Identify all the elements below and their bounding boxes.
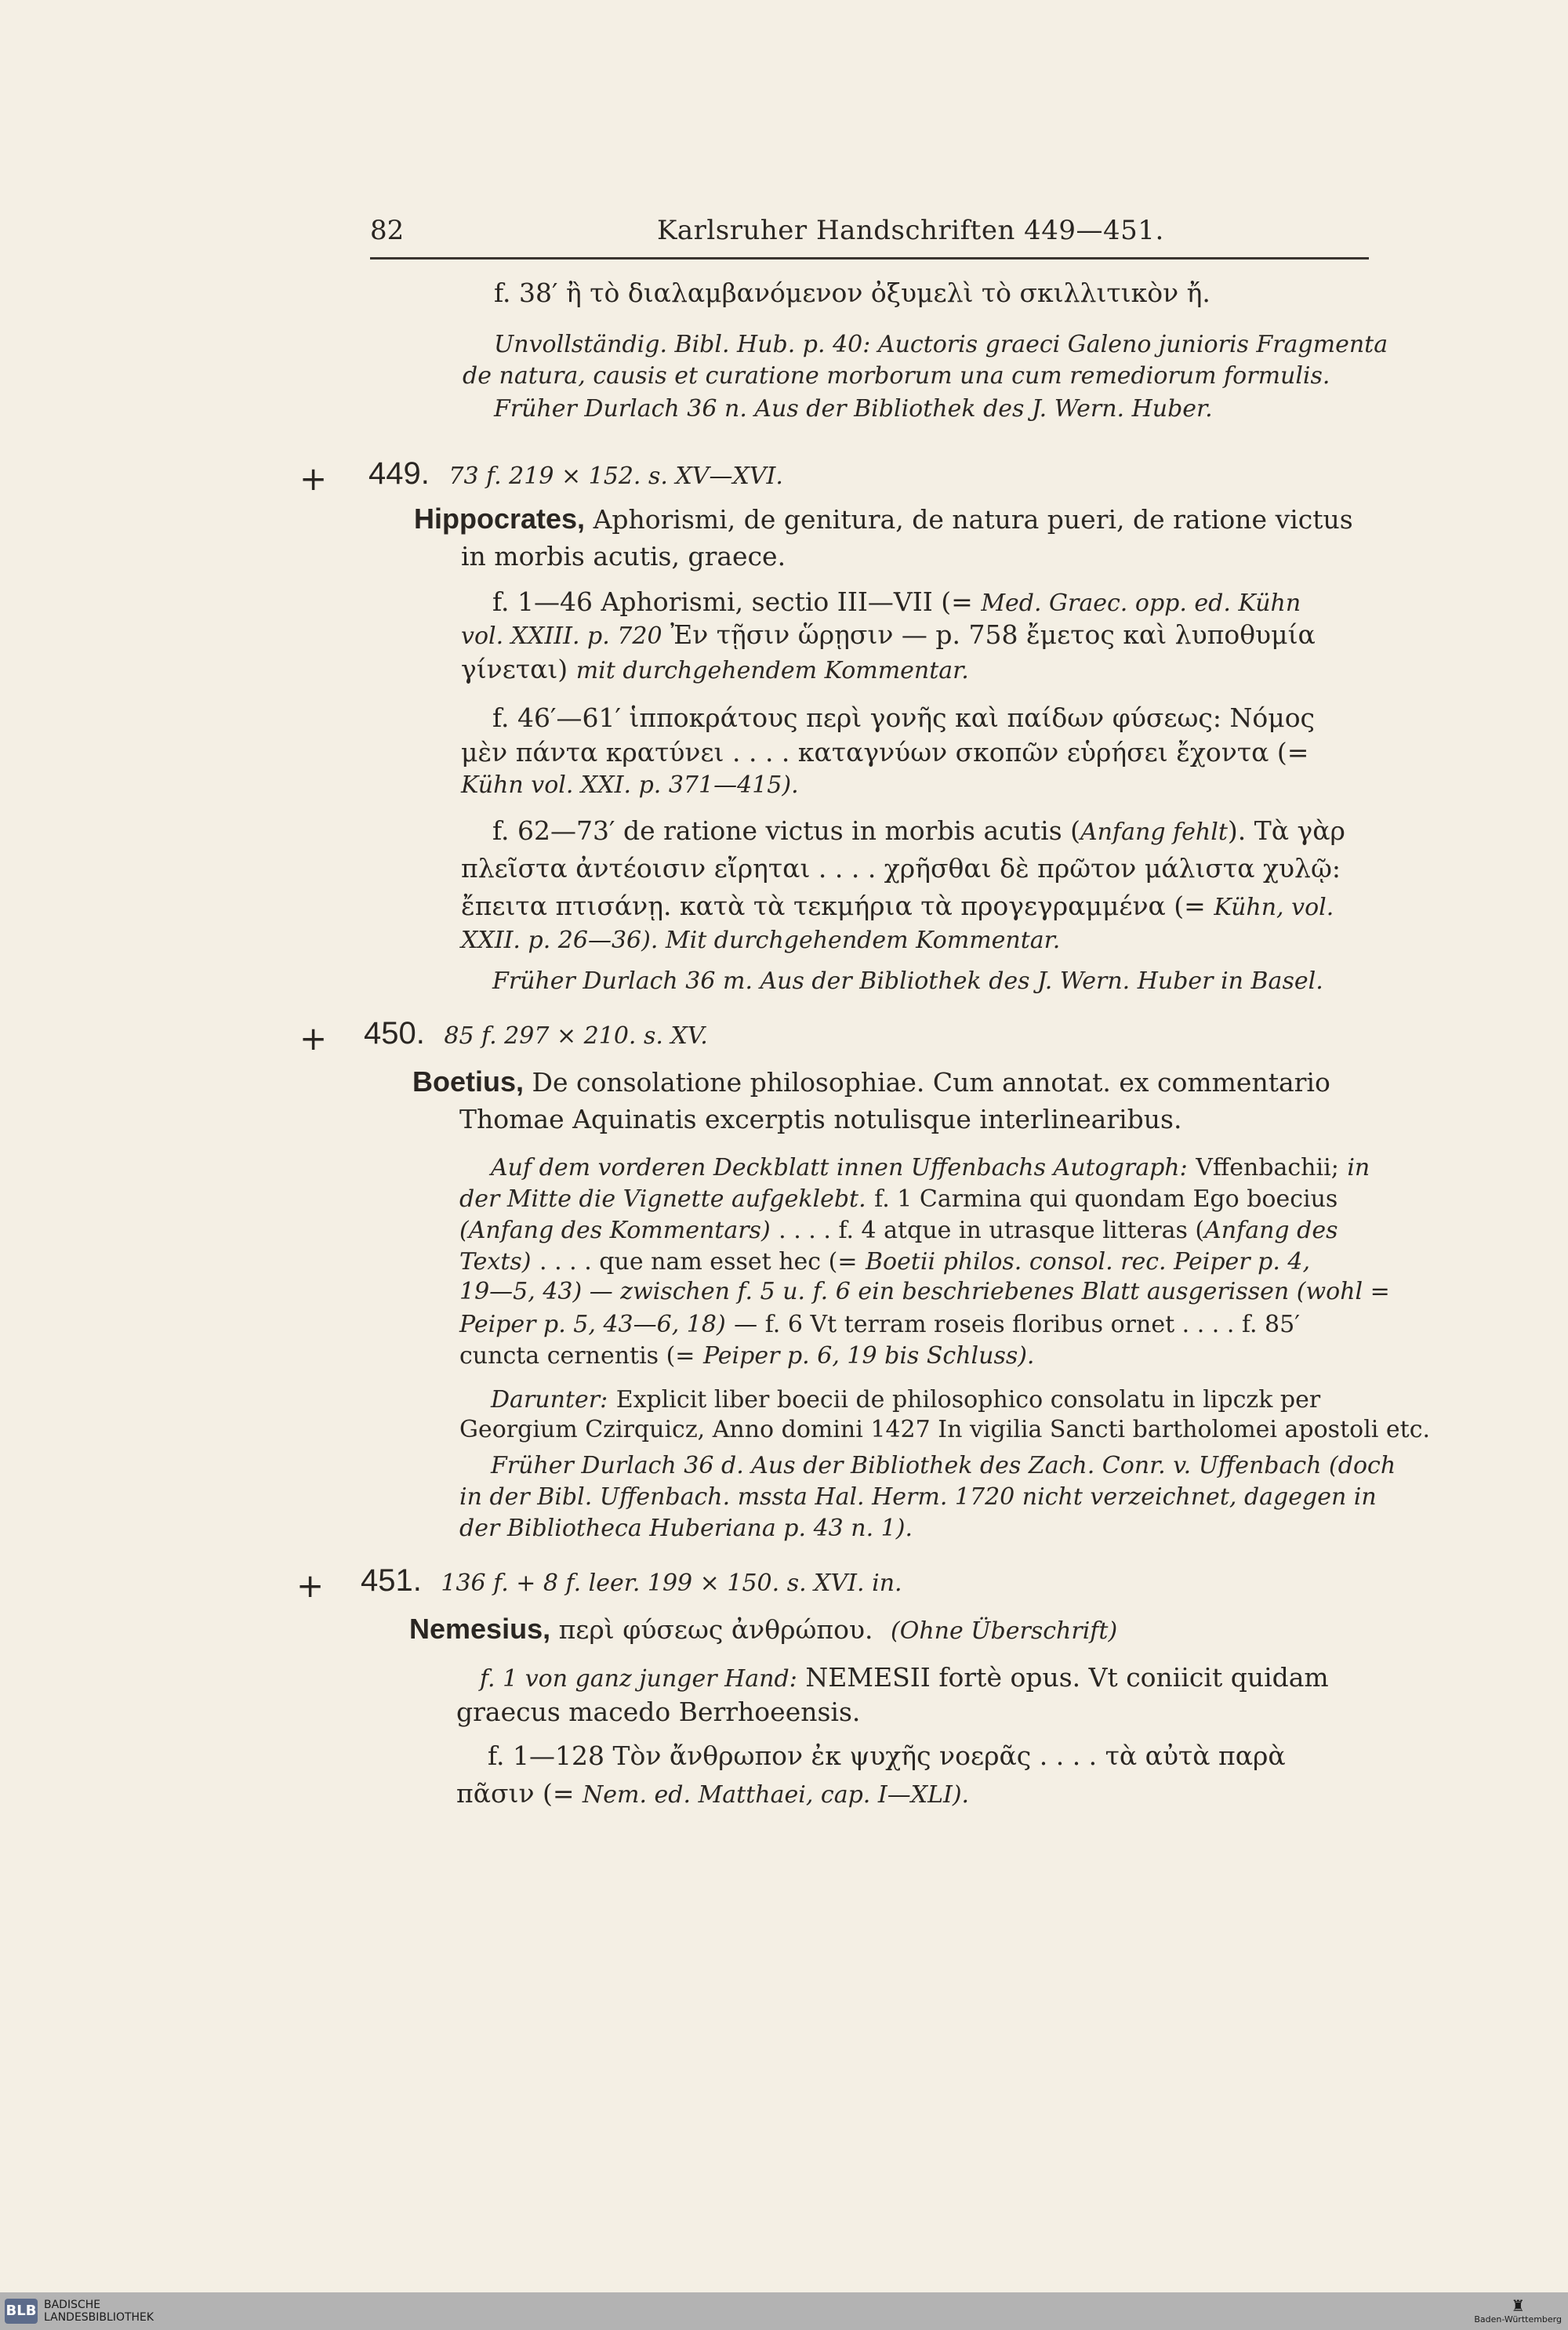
desc-ref: f. 1 von ganz junger Hand: [480, 1665, 797, 1693]
desc-ref: Boetii philos. consol. rec. Peiper p. 4, [865, 1248, 1311, 1276]
desc-line: f. 1—128 Τὸν ἄνθρωπον ἐκ ψυχῆς νοερᾶς . . . . τὰ αὐτὰ παρὰ [488, 1740, 1286, 1771]
desc-greek: Ἐν τῇσιν ὥρῃσιν — p. 758 ἔμετος καὶ λυποθυμία [670, 619, 1316, 650]
desc-ref: Kühn, vol. [1214, 894, 1334, 921]
provenance: der Bibliotheca Huberiana p. 43 n. 1). [459, 1515, 913, 1542]
entry-meta: 73 f. 219 × 152. s. XV—XVI. [448, 463, 783, 490]
prev-line-4: Früher Durlach 36 n. Aus der Bibliothek des J. Wern. Huber. [494, 395, 1213, 423]
desc-ref: Peiper p. 5, 43—6, 18) [459, 1311, 726, 1338]
author-name: Boetius, [412, 1065, 524, 1098]
desc-ref: Nem. ed. Matthaei, cap. I—XLI). [583, 1781, 970, 1809]
author-name: Hippocrates, [414, 503, 586, 535]
desc-text: Georgium Czirquicz, Anno domini 1427 In vigilia Sancti bartholomei apostoli etc. [459, 1416, 1431, 1443]
desc-ref: Peiper p. 6, 19 bis Schluss). [702, 1342, 1035, 1370]
plus-marker: + [299, 1019, 328, 1058]
desc-ref: Texts) [459, 1248, 532, 1276]
desc-text: Vffenbachii; [1196, 1154, 1339, 1181]
desc-greek: γίνεται) [461, 654, 568, 684]
desc-ref: Auf dem vorderen Deckblatt innen Uffenbachs Autograph: [491, 1154, 1188, 1181]
page-header [370, 212, 1369, 259]
plus-marker: + [296, 1566, 325, 1605]
desc-ref: Med. Graec. opp. ed. Kühn [981, 590, 1301, 617]
footer-bar [0, 2292, 1568, 2330]
provenance: Früher Durlach 36 m. Aus der Bibliothek des J. Wern. Huber in Basel. [492, 967, 1323, 995]
entry-meta: 136 f. + 8 f. leer. 199 × 150. s. XVI. in. [441, 1570, 902, 1597]
prev-line-2: Unvollständig. Bibl. Hub. p. 40: Auctoris graeci Galeno junioris Fragmenta [494, 331, 1388, 358]
desc-text: f. 62—73′ de ratione victus in morbis acutis ( [492, 815, 1081, 846]
desc-ref: Darunter: [491, 1386, 608, 1414]
entry-meta: 85 f. 297 × 210. s. XV. [444, 1022, 708, 1050]
desc-ref: (Anfang des Kommentars) [459, 1217, 771, 1244]
desc-greek: ἔπειτα πτισάνῃ. κατὰ τὰ τεκμήρια τὰ προγεγραμμένα (= [461, 891, 1206, 921]
work-title-cont: in morbis acutis, graece. [461, 541, 786, 572]
desc-line: f. 46′—61′ ἱπποκράτους περὶ γονῆς καὶ παίδων φύσεως: Νόμος [492, 702, 1316, 733]
state-mark [1474, 2297, 1562, 2325]
plus-marker: + [299, 459, 328, 498]
desc-ref: XXII. p. 26—36). Mit durchgehendem Kommentar. [461, 927, 1061, 954]
work-title: περὶ φύσεως ἀνθρώπου. [558, 1614, 873, 1645]
desc-text: graecus macedo Berrhoeensis. [456, 1697, 861, 1727]
desc-ref: in [1347, 1154, 1370, 1181]
entry-number: 451. [361, 1563, 422, 1598]
desc-greek: ). Τὰ γὰρ [1227, 815, 1345, 846]
desc-line: μὲν πάντα κρατύνει . . . . καταγνύων σκοπῶν εὑρήσει ἔχοντα (= [461, 737, 1309, 768]
desc-ref: Kühn vol. XXI. p. 371—415). [461, 771, 799, 799]
desc-text: NEMESII fortè opus. Vt coniicit quidam [805, 1662, 1329, 1693]
title-note: (Ohne Überschrift) [891, 1617, 1118, 1645]
desc-text: — f. 6 Vt terram roseis floribus ornet . . . . f. 85′ [734, 1311, 1301, 1338]
provenance: in der Bibl. Uffenbach. mssta Hal. Herm. 1720 nicht verzeichnet, dagegen in [459, 1483, 1377, 1511]
provenance: Früher Durlach 36 d. Aus der Bibliothek des Zach. Conr. v. Uffenbach (doch [491, 1452, 1396, 1479]
desc-text: . . . . f. 4 atque in utrasque litteras ( [779, 1217, 1205, 1244]
desc-ref: Anfang fehlt [1080, 818, 1228, 846]
library-name: BADISCHE LANDESBIBLIOTHEK [44, 2299, 154, 2324]
desc-text: f. 1 Carmina qui quondam Ego boecius [874, 1185, 1338, 1213]
desc-text: cuncta cernentis (= [459, 1342, 695, 1370]
library-logo: BLB [5, 2299, 38, 2324]
desc-text: f. 1—46 Aphorismi, sectio III—VII (= [492, 586, 973, 617]
desc-ref: Anfang des [1204, 1217, 1338, 1244]
state-name: Baden-Württemberg [1474, 2314, 1562, 2325]
page-number: 82 [370, 215, 405, 246]
desc-ref: vol. XXIII. p. 720 [461, 622, 662, 650]
author-name: Nemesius, [409, 1613, 551, 1645]
desc-text: . . . . que nam esset hec (= [539, 1248, 858, 1276]
work-title: Aphorismi, de genitura, de natura pueri, de ratione victus [593, 504, 1353, 535]
running-title: Karlsruher Handschriften 449—451. [657, 215, 1164, 246]
desc-ref: der Mitte die Vignette aufgeklebt. [459, 1185, 866, 1213]
desc-text: Explicit liber boecii de philosophico consolatu in lipczk per [615, 1386, 1321, 1414]
desc-line: πλεῖστα ἀντέοισιν εἴρηται . . . . χρῆσθαι δὲ πρῶτον μάλιστα χυλῷ: [461, 853, 1341, 884]
entry-number: 450. [364, 1016, 425, 1051]
entry-number: 449. [368, 456, 430, 491]
work-title: De consolatione philosophiae. Cum annotat. ex commentario [532, 1067, 1330, 1098]
desc-greek: πᾶσιν (= [456, 1778, 575, 1809]
work-title-cont: Thomae Aquinatis excerptis notulisque interlinearibus. [459, 1104, 1182, 1134]
prev-line-3: de natura, causis et curatione morborum una cum remediorum formulis. [463, 362, 1330, 390]
crest-icon: ♜ [1511, 2296, 1526, 2315]
desc-ref: 19—5, 43) — zwischen f. 5 u. f. 6 ein beschriebenes Blatt ausgerissen (wohl = [459, 1278, 1390, 1305]
prev-line-1: f. 38′ ἢ τὸ διαλαμβανόμενον ὀξυμελὶ τὸ σκιλλιτικὸν ἤ. [494, 278, 1210, 308]
desc-ref: mit durchgehendem Kommentar. [575, 657, 969, 684]
